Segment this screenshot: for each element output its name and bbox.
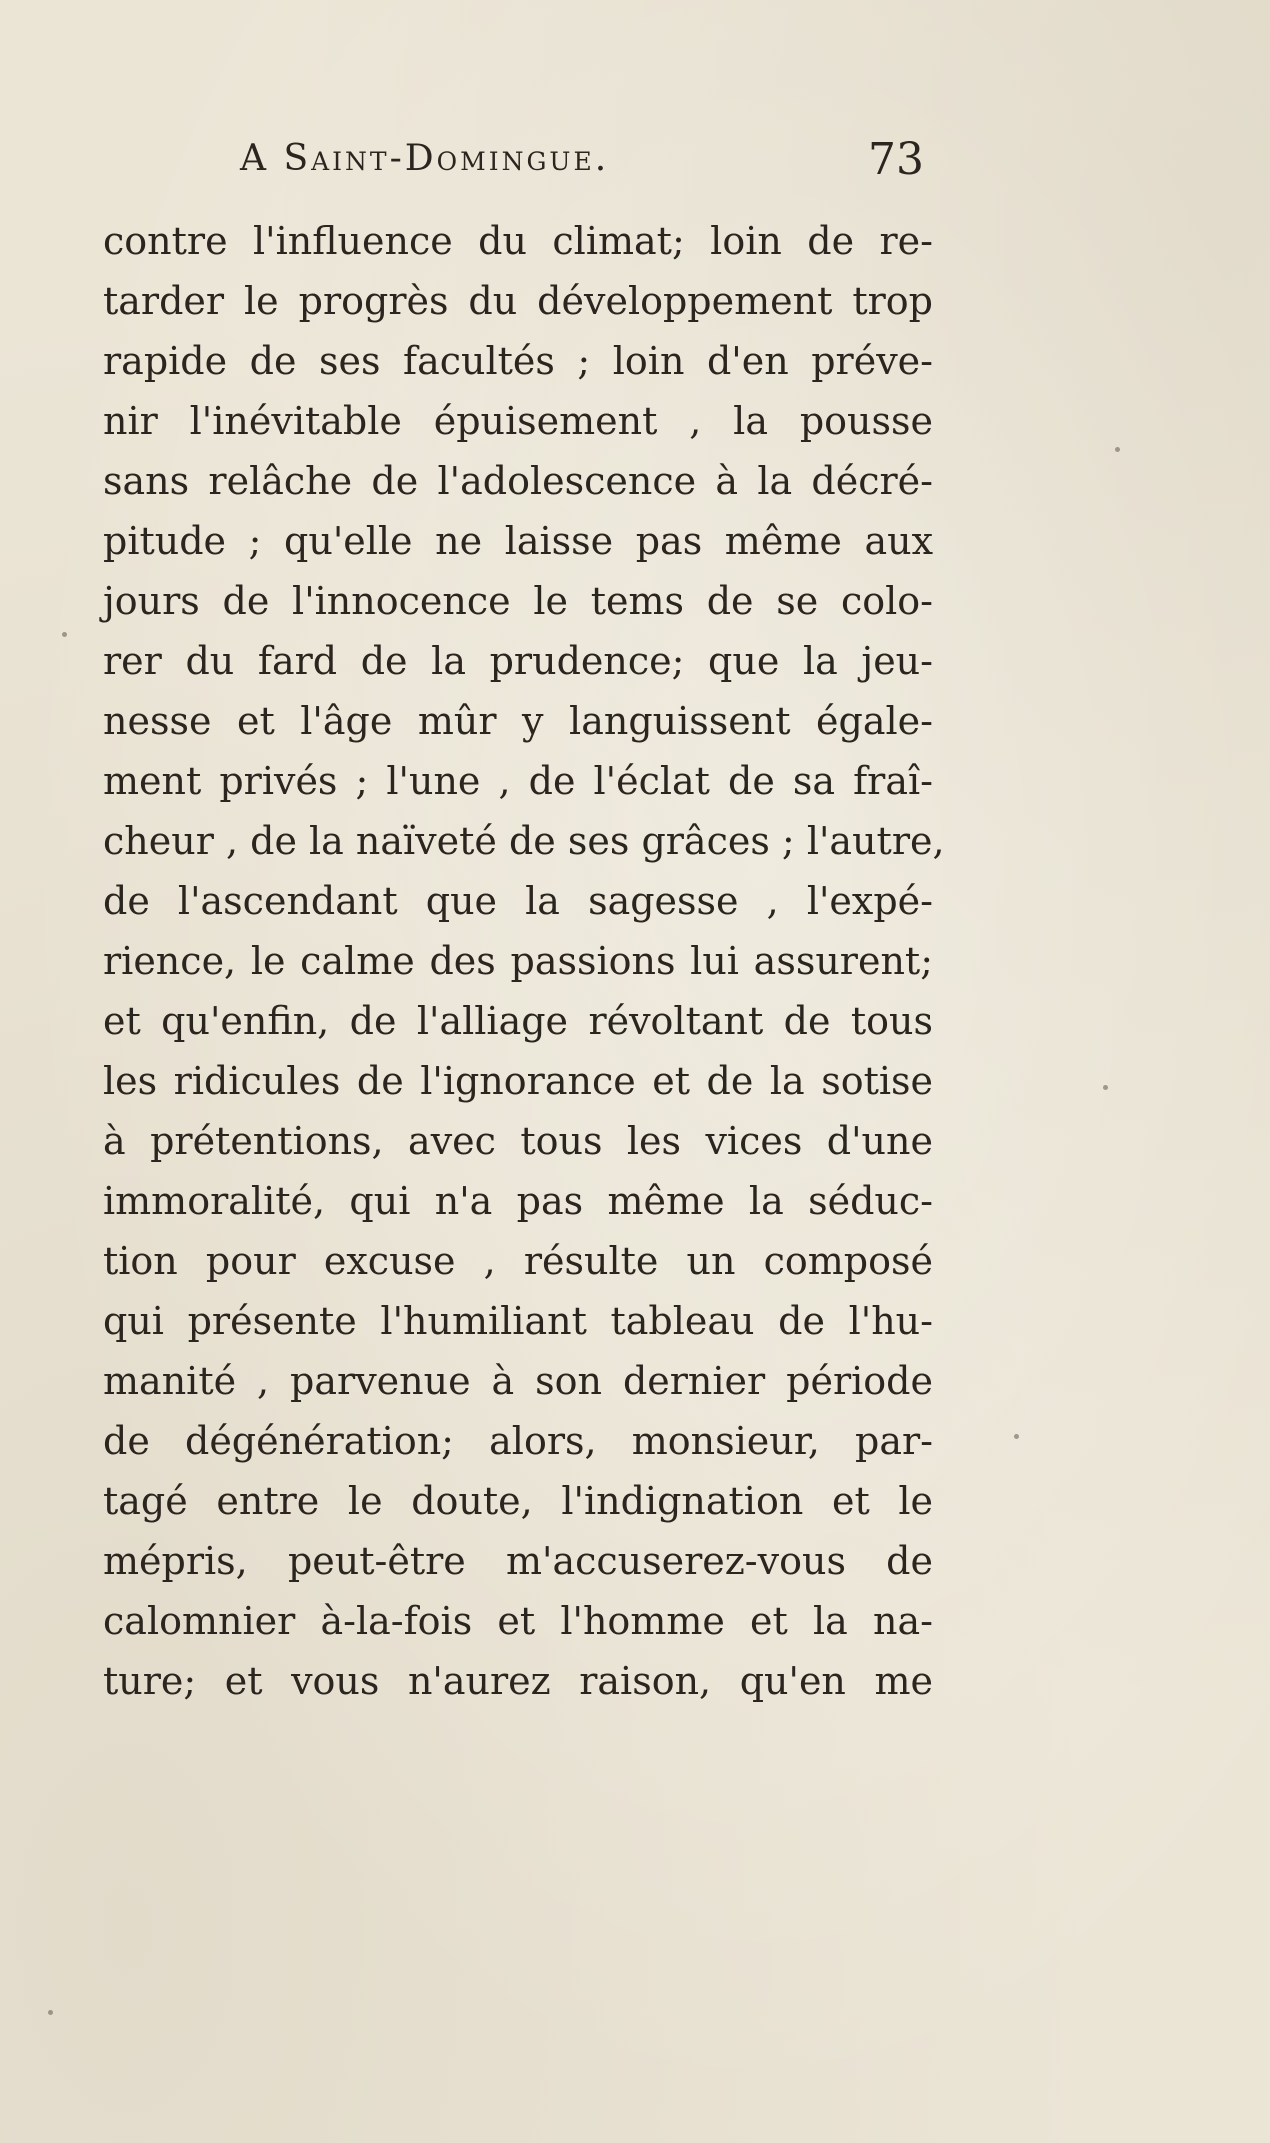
text-line: les ridicules de l'ignorance et de la sotise bbox=[103, 1059, 933, 1103]
text-line: tion pour excuse , résulte un composé bbox=[103, 1239, 933, 1283]
text-line: calomnier à-la-fois et l'homme et la na- bbox=[103, 1599, 933, 1643]
text-line: pitude ; qu'elle ne laisse pas même aux bbox=[103, 519, 933, 563]
text-line: contre l'influence du climat; loin de re- bbox=[103, 219, 933, 263]
body-text bbox=[103, 211, 945, 1711]
text-line: mépris, peut-être m'accuserez-vous de bbox=[103, 1539, 933, 1583]
paper-speck bbox=[1115, 447, 1120, 452]
text-line: nesse et l'âge mûr y languissent égale- bbox=[103, 699, 933, 743]
text-line: manité , parvenue à son dernier période bbox=[103, 1359, 933, 1403]
text-line: ture; et vous n'aurez raison, qu'en me bbox=[103, 1659, 933, 1703]
text-line: qui présente l'humiliant tableau de l'hu- bbox=[103, 1299, 933, 1343]
paper-speck bbox=[48, 2010, 53, 2015]
text-line: tagé entre le doute, l'indignation et le bbox=[103, 1479, 933, 1523]
text-line: de l'ascendant que la sagesse , l'expé- bbox=[103, 879, 933, 923]
text-line: rer du fard de la prudence; que la jeu- bbox=[103, 639, 933, 683]
text-line: sans relâche de l'adolescence à la décré- bbox=[103, 459, 933, 503]
text-line: immoralité, qui n'a pas même la séduc- bbox=[103, 1179, 933, 1223]
page-number: 73 bbox=[868, 134, 924, 185]
paper-speck bbox=[62, 632, 67, 637]
text-line: ment privés ; l'une , de l'éclat de sa fraî- bbox=[103, 759, 933, 803]
text-line: à prétentions, avec tous les vices d'une bbox=[103, 1119, 933, 1163]
text-line: cheur , de la naïveté de ses grâces ; l'autre, bbox=[103, 819, 945, 863]
text-line: rience, le calme des passions lui assurent; bbox=[103, 939, 933, 983]
running-head bbox=[0, 134, 1270, 190]
text-line: jours de l'innocence le tems de se colo- bbox=[103, 579, 933, 623]
text-line: de dégénération; alors, monsieur, par- bbox=[103, 1419, 933, 1463]
text-line: nir l'inévitable épuisement , la pousse bbox=[103, 399, 933, 443]
running-title: A Saint-Domingue. bbox=[240, 138, 610, 179]
paper-speck bbox=[1103, 1085, 1108, 1090]
text-line: et qu'enfin, de l'alliage révoltant de tous bbox=[103, 999, 933, 1043]
text-line: rapide de ses facultés ; loin d'en préve- bbox=[103, 339, 933, 383]
text-line: tarder le progrès du développement trop bbox=[103, 279, 933, 323]
paper-speck bbox=[1014, 1434, 1019, 1439]
